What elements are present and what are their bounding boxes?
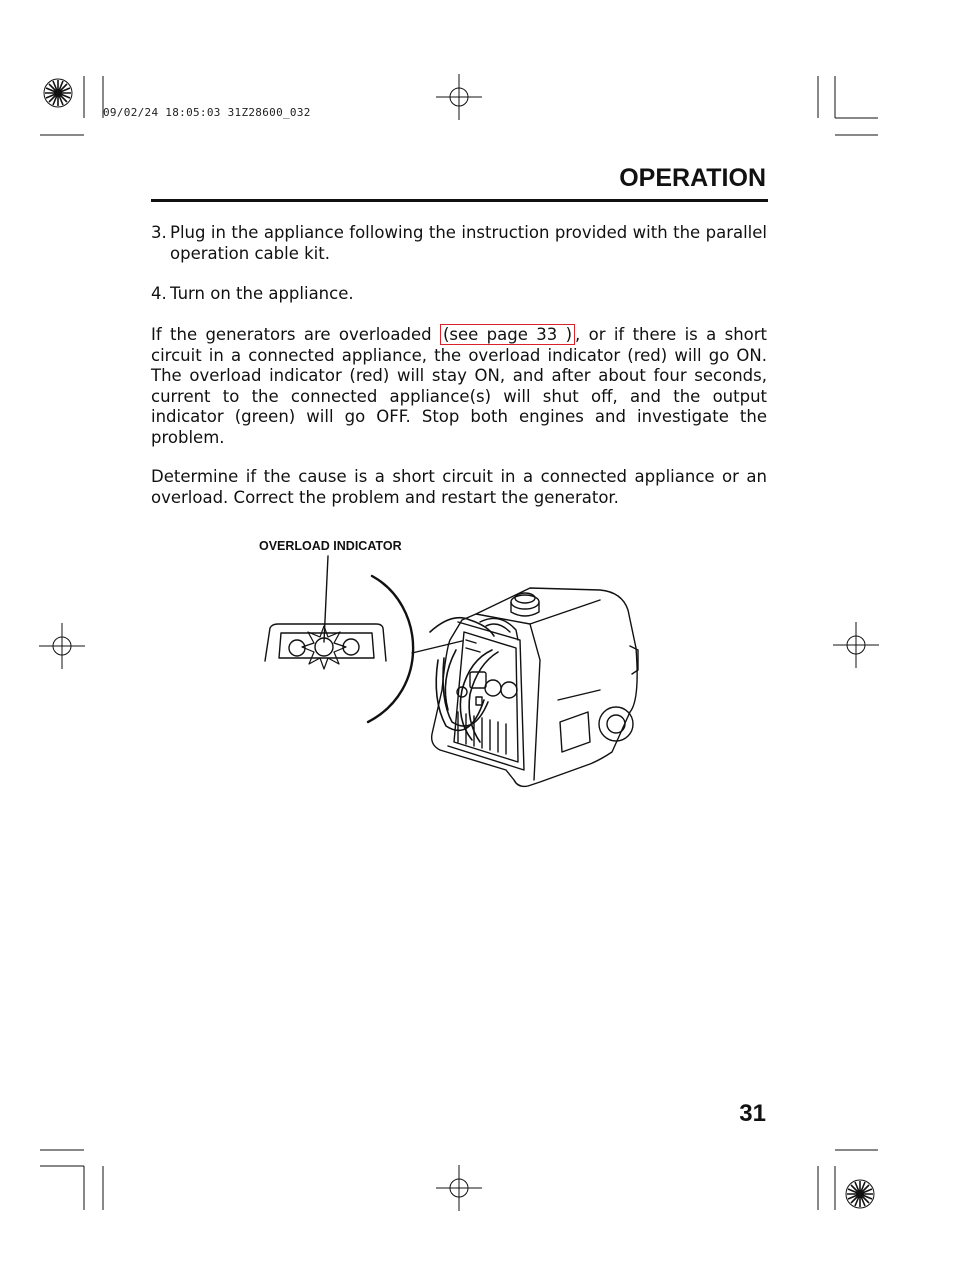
- section-title: OPERATION: [619, 164, 766, 192]
- overload-text-after: , or if there is a short circuit in a connected appliance, the overload indicator (red) will go ON. The overload indicator (red) will stay ON, and after about four seconds, current to the connected appliance(s) will shut off, and the output indicator (green) will go OFF. Stop both engines and investigate the problem.: [151, 325, 767, 447]
- overload-indicator-label: OVERLOAD INDICATOR: [259, 539, 402, 553]
- step-number: 3.: [151, 223, 167, 242]
- step-text: Plug in the appliance following the instruction provided with the parallel operation cable kit.: [170, 223, 767, 263]
- zoom-arc: [368, 576, 413, 722]
- page-number: 31: [739, 1100, 766, 1127]
- step-text: Turn on the appliance.: [170, 284, 354, 303]
- print-stamp: 09/02/24 18:05:03 31Z28600_032: [103, 106, 311, 119]
- cause-paragraph: Determine if the cause is a short circuit in a connected appliance or an overload. Correct the problem and restart the generator.: [151, 467, 767, 507]
- indicator-panel-closeup: [265, 624, 386, 669]
- overload-text-before: If the generators are overloaded: [151, 325, 440, 344]
- step-number: 4.: [151, 284, 167, 303]
- page-reference-link[interactable]: (see page 33 ): [440, 324, 575, 345]
